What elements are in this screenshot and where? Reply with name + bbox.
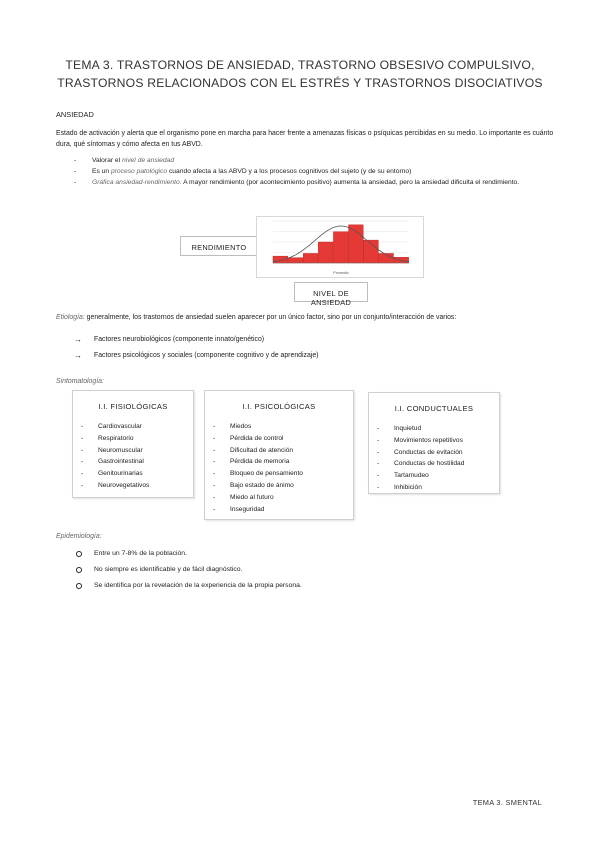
arrow-icon: → <box>74 335 82 344</box>
symptom-item <box>81 456 193 468</box>
symptom-text: Cardiovascular <box>98 423 142 430</box>
dash-marker: - <box>81 470 84 478</box>
epidemiologia-text: Se identifica por la revelación de la experiencia de la propia persona. <box>94 582 302 589</box>
dash-marker: - <box>213 493 216 501</box>
symptom-text: Bloqueo de pensamiento <box>230 470 303 478</box>
symptom-item <box>213 433 353 445</box>
epidemiologia-item <box>74 562 302 578</box>
etiologia-factors-list <box>74 332 318 364</box>
dash-marker: - <box>81 458 84 466</box>
etiologia-text: generalmente, los trastornos de ansiedad suelen aparecer por un único factor, sino por un conjunto/interacción de varios: <box>84 314 457 321</box>
ansiedad-notes-list <box>56 156 556 189</box>
box-title: I.I. FISIOLÓGICAS <box>98 402 168 411</box>
dash-marker: - <box>81 423 84 430</box>
box-title: I.I. CONDUCTUALES <box>394 404 474 413</box>
symptom-item <box>81 445 193 457</box>
epidemiologia-text: Entre un 7-8% de la población. <box>94 550 187 557</box>
circle-bullet-icon <box>76 551 82 557</box>
factor-text: Factores psicológicos y sociales (componente cognitivo y de aprendizaje) <box>94 352 319 359</box>
dash-marker: - <box>213 423 216 430</box>
symptom-item <box>377 423 499 435</box>
note-text: Es un <box>92 167 111 175</box>
symptom-item <box>213 456 353 468</box>
symptom-text: Genitourinarias <box>98 470 143 478</box>
dash-marker: - <box>213 446 216 454</box>
nivel-ansiedad-label-box <box>294 282 368 307</box>
chart-svg <box>257 217 423 277</box>
dash-marker: - <box>377 472 380 480</box>
dash-marker: - <box>81 481 84 489</box>
epidemiologia-item <box>74 578 302 594</box>
symptom-item <box>81 433 193 445</box>
factor-text: Factores neurobiológicos (componente innato/genético) <box>94 336 265 343</box>
circle-bullet-icon <box>76 583 82 589</box>
x-axis-caption: Promedio <box>333 271 349 275</box>
symptom-text: Neurovegetativos <box>98 481 150 489</box>
symptom-text: Pérdida de control <box>230 434 284 442</box>
symptom-text: Gastrointestinal <box>98 458 144 466</box>
fisiologicas-box <box>72 390 194 498</box>
dash-marker: - <box>213 481 216 489</box>
ansiedad-note-item <box>56 156 556 167</box>
dash-marker: - <box>213 434 216 442</box>
symptom-item <box>81 468 193 480</box>
symptom-text: Movimientos repetitivos <box>394 436 463 444</box>
symptom-item <box>377 470 499 482</box>
note-text: cuando afecta a las ABVD y a los procesos cognitivos del sujeto (y de su entorno) <box>167 167 412 175</box>
symptom-item <box>213 480 353 492</box>
symptom-text: Conductas de hostilidad <box>394 460 465 468</box>
dash-marker: - <box>377 436 380 444</box>
dash-marker: - <box>213 470 216 478</box>
symptom-item <box>377 447 499 459</box>
dash-marker: - <box>213 505 216 513</box>
dash-marker: - <box>377 448 380 456</box>
ansiedad-note-item <box>56 167 556 178</box>
symptom-text: Bajo estado de ánimo <box>230 481 294 489</box>
symptom-item <box>81 421 193 433</box>
rendimiento-label-box <box>180 236 258 256</box>
circle-bullet-icon <box>76 567 82 573</box>
symptom-item <box>213 504 353 516</box>
symptom-text: Inquietud <box>394 425 422 432</box>
etiologia-label: Etiología: <box>56 314 85 321</box>
symptom-text: Inseguridad <box>230 505 265 513</box>
rendimiento-label: RENDIMIENTO <box>191 243 247 252</box>
etiologia-paragraph <box>56 312 556 323</box>
chart-bar <box>318 242 333 263</box>
dash-marker: - <box>74 167 77 175</box>
chart-bar <box>333 232 348 263</box>
symptom-list <box>73 421 193 492</box>
dash-marker: - <box>377 460 380 468</box>
note-emphasis: Gráfica ansiedad-rendimiento. <box>92 179 182 186</box>
note-text: A mayor rendimiento (por acontecimiento positivo) aumenta la ansiedad, pero la ansiedad dificulta el rendimiento. <box>181 179 520 186</box>
page-footer: TEMA 3. SMENTAL <box>472 798 542 807</box>
chart-bar <box>303 253 318 263</box>
symptom-text: Inhibición <box>394 483 422 491</box>
arrow-icon: → <box>74 351 82 360</box>
box-title: I.I. PSICOLÓGICAS <box>242 402 316 411</box>
note-emphasis: proceso patológico <box>110 167 168 175</box>
dash-marker: - <box>81 446 84 454</box>
symptom-item <box>213 445 353 457</box>
epidemiologia-item <box>74 546 302 562</box>
symptom-item <box>81 480 193 492</box>
symptom-text: Respiratorio <box>98 434 134 442</box>
page-title: TEMA 3. TRASTORNOS DE ANSIEDAD, TRASTORNO OBSESIVO COMPULSIVO, TRASTORNOS RELACIONADOS CON EL ESTRÉS Y TRASTORNOS DISOCIATIVOS <box>57 58 543 90</box>
ansiedad-note-item <box>56 178 556 189</box>
chart-bar <box>288 258 303 263</box>
symptom-item <box>377 458 499 470</box>
epidemiologia-text: No siempre es identificable y de fácil diagnóstico. <box>94 566 243 573</box>
symptom-text: Neuromuscular <box>98 446 143 454</box>
dash-marker: - <box>74 157 77 164</box>
symptom-text: Pérdida de memoria <box>230 458 290 466</box>
symptom-item <box>213 468 353 480</box>
nivel-ansiedad-label: NIVEL DE ANSIEDAD <box>310 289 352 307</box>
symptom-item <box>377 482 499 494</box>
factor-item <box>74 332 318 348</box>
symptom-text: Miedos <box>230 423 252 430</box>
symptom-text: Miedo al futuro <box>230 493 274 501</box>
sintomatologia-label: Sintomatología: <box>56 378 104 385</box>
chart-bar <box>273 256 288 263</box>
symptom-list <box>369 423 499 494</box>
dash-marker: - <box>377 425 380 432</box>
epidemiologia-list <box>74 546 302 594</box>
dash-marker: - <box>81 434 84 442</box>
dash-marker: - <box>377 483 380 491</box>
anxiety-performance-chart <box>256 216 424 278</box>
symptom-text: Tartamudeo <box>394 472 429 480</box>
symptom-item <box>213 492 353 504</box>
note-text: Valorar el <box>92 157 122 164</box>
epidemiologia-label: Epidemiología: <box>56 533 102 540</box>
note-emphasis: nivel de ansiedad <box>121 157 175 164</box>
conductuales-box <box>368 392 500 494</box>
dash-marker: - <box>74 179 77 186</box>
section-heading-ansiedad: ANSIEDAD <box>56 110 94 119</box>
chart-bar <box>349 225 364 263</box>
symptom-item <box>213 421 353 433</box>
symptom-list <box>205 421 353 515</box>
factor-item <box>74 348 318 364</box>
symptom-text: Conductas de evitación <box>394 448 463 456</box>
dash-marker: - <box>213 458 216 466</box>
psicologicas-box <box>204 390 354 520</box>
ansiedad-definition: Estado de activación y alerta que el organismo pone en marcha para hacer frente a amenazas físicas o psíquicas percibidas en su medio. Lo importante es cuánto dura, qué síntomas y cómo afecta en tus ABVD. <box>56 130 554 148</box>
symptom-item <box>377 435 499 447</box>
symptom-text: Dificultad de atención <box>230 446 294 454</box>
